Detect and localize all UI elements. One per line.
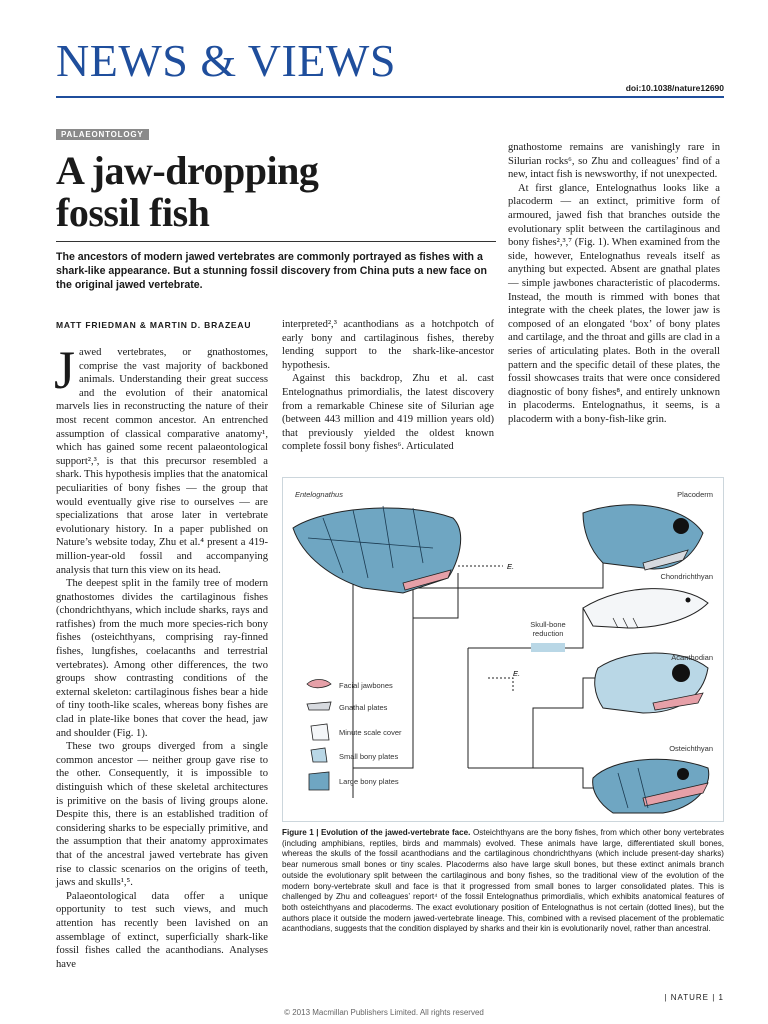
swatch-minute-scale-cover bbox=[311, 724, 329, 740]
paragraph-6: Against this backdrop, Zhu et al. cast Entelognathus primordialis, the latest discovery from a remarkable Chinese site of Silurian age (between 443 million and 419 million years old) that previously yielded the oldest known complete fossil bony fishes⁶. Articulated bbox=[282, 373, 494, 453]
label-acanthodian: Acanthodian bbox=[671, 653, 713, 662]
headline-line-1: A jaw-dropping bbox=[56, 148, 319, 193]
byline: MATT FRIEDMAN & MARTIN D. BRAZEAU bbox=[56, 320, 252, 330]
figure-caption bbox=[282, 828, 724, 935]
caption-lead: Figure 1 | Evolution of the jawed-vertebrate face. bbox=[282, 828, 471, 837]
paragraph-4: Palaeontological data offer a unique opportunity to test such views, and much attention has recently been lavished on an assemblage of extinct, superficially shark-like fossil fishes called the acanthodians. Analyses have bbox=[56, 890, 268, 970]
paragraph-2: The deepest split in the family tree of modern gnathostomes divides the cartilaginous fishes (chondrichthyans, which include sharks, rays and ratfishes) from the much more species-rich bony fishes (osteichthyans, comprising ray-finned fishes, lungfishes, coelacanths and terrestrial vertebrates). Among other differences, the two groups show contrasting conditions of the external skeleton: cartilaginous fishes bear a hide of tiny tooth-like scales, whereas bony fishes are clad in plate-like bones that cover the head, jaw and shoulder (Fig. 1). bbox=[56, 578, 268, 739]
paragraph-8: At first glance, Entelognathus looks like a placoderm — an extinct, primitive form of armoured, jawed fish that branches outside the evolutionary split between the cartilaginous and bony fishes²,³,⁷ (Fig. 1). When examined from the side, however, Entelognathus reveals itself as anything but expected. Absent are gnathal plates — simple jawbones characteristic of placoderms. Instead, the mouth is rimmed with bones that integrate with the cheek plates, the lower jaw is composed of an elongated ‘box’ of bony plates and cartilage, and the throat and gills are clad in a series of articulating plates. Both in the overall pattern and the specific detail of these plates, the fossil showcases traits that were once considered diagnostic of bony fishes⁸, and entirely unknown in placoderms. Entelognathus, it seems, is a placoderm with a bony-fish-like grin. bbox=[508, 182, 720, 425]
swatch-small-bony-plates bbox=[311, 748, 327, 762]
clade-acanthodian bbox=[468, 678, 603, 768]
chondrichthyan-illustration bbox=[583, 589, 708, 628]
paragraph-3: These two groups diverged from a single common ancestor — neither group gave rise to the other. Consequently, it is impossible to distinguish which of these skeletal architectures is primitive on the basis of living groups alone. Despite this, there is an established tradition of considering sharks to be especially primitive, and the assumption that their anatomy approximates that of the ancestral jawed vertebrate has given rise to classic scenarios on the origins of teeth, jaws and skulls¹,⁵. bbox=[56, 741, 268, 889]
copyright: © 2013 Macmillan Publishers Limited. All rights reserved bbox=[284, 1008, 484, 1017]
body-column-2 bbox=[282, 318, 494, 454]
dotted-e-lower bbox=[488, 678, 513, 693]
masthead-rule bbox=[56, 96, 724, 98]
headline bbox=[56, 150, 496, 234]
label-e-upper: E. bbox=[507, 562, 515, 571]
skull-bone-reduction-bar bbox=[531, 643, 565, 652]
masthead: NEWS & VIEWS bbox=[56, 35, 396, 86]
paragraph-5: interpreted²,³ acanthodians as a hotchpotch of early bony and cartilaginous fishes, thereby lending support to the shark-like-ancestor hypothesis. bbox=[282, 319, 494, 371]
legend-small-bony-plates: Small bony plates bbox=[339, 752, 399, 761]
paragraph-7: gnathostome remains are vanishingly rare in Silurian rocks⁶, so Zhu and colleagues’ find of a new, intact fish is newsworthy, if not unexpected. bbox=[508, 142, 720, 181]
label-chondrichthyan: Chondrichthyan bbox=[660, 572, 713, 581]
label-e-lower: E. bbox=[513, 669, 521, 678]
legend-swatches bbox=[307, 680, 331, 791]
entelognathus-illustration bbox=[293, 506, 461, 593]
osteichthyan-illustration bbox=[593, 759, 709, 813]
standfirst-rule bbox=[56, 241, 496, 242]
caption-text: Osteichthyans are the bony fishes, from which other bony vertebrates (including amphibians, reptiles, birds and mammals) evolved. These animals have large, differentiated skull bones, whereas the skulls of the fossil acanthodians and the cartilaginous chondrichthyans (which include present-day sharks) bear numerous small bones or tiny scales. Placoderms also have large skull bones, but these extinct animals branch outside the evolutionary split between the cartilaginous and bony fishes, so the traditional view of the evolution of the modern bony-vertebrate skull and face is that it progressed from small bones to larger consolidated plates. This is challenged by Zhu and colleagues’ report⁴ of the fossil Entelognathus primordialis, which exhibits anatomical features of both osteichthyans and placoderms. The exact evolutionary position of Entelognathus is not certain (dotted lines), but the authors place it outside the modern jawed-vertebrate lineage. This, combined with a revised placement of the problematic acanthodians, suggests that the condition displayed by sharks and their kin is evolutionarily novel, rather than ancestral. bbox=[282, 828, 725, 934]
label-skull-bone-reduction: Skull-bone reduction bbox=[530, 620, 566, 638]
placoderm-illustration bbox=[583, 505, 703, 570]
figure-illustration bbox=[283, 478, 723, 821]
legend-facial-jawbones: Facial jawbones bbox=[339, 681, 393, 690]
paragraph-1 bbox=[54, 340, 268, 577]
legend-large-bony-plates: Large bony plates bbox=[339, 777, 399, 786]
label-osteichthyan: Osteichthyan bbox=[669, 744, 713, 753]
legend-gnathal-plates: Gnathal plates bbox=[339, 703, 388, 712]
page-footer: | NATURE | 1 bbox=[664, 993, 724, 1002]
dropcap: J bbox=[54, 340, 76, 400]
uncertain-positions bbox=[458, 566, 513, 693]
acanthodian-illustration bbox=[595, 653, 708, 713]
body-column-3 bbox=[508, 141, 720, 426]
section-tag: PALAEONTOLOGY bbox=[56, 129, 149, 140]
swatch-gnathal-plates bbox=[307, 702, 331, 710]
doi[interactable]: doi:10.1038/nature12690 bbox=[625, 83, 724, 93]
headline-line-2: fossil fish bbox=[56, 190, 210, 235]
paragraph-1-text: awed vertebrates, or gnathostomes, comprise the vast majority of backboned animals. Understanding their great success and the evolution of their anatomical marvels lies in reconstructing the nature of their most recent common ancestor. An entrenched assumption of classical comparative anatomy¹, which has gained some recent palaeontological support²,³, is that this precursor resembled a shark. This hypothesis implies that the anatomical peculiarities of bony fishes — the group that would eventually give rise to ourselves — are specializations that arose later in vertebrate evolutionary history. In a paper published on Nature’s website today, Zhu et al.⁴ present a 419-million-year-old fossil and accompanying analysis that turn this view on its head. bbox=[56, 347, 268, 576]
legend-minute-scale-cover: Minute scale cover bbox=[339, 728, 402, 737]
label-placoderm: Placoderm bbox=[677, 490, 713, 499]
label-entelognathus: Entelognathus bbox=[295, 490, 343, 499]
standfirst: The ancestors of modern jawed vertebrates are commonly portrayed as fishes with a shark-like appearance. But a stunning fossil discovery from China puts a new face on the original jawed vertebrate. bbox=[56, 251, 487, 291]
swatch-facial-jawbones bbox=[307, 680, 331, 688]
body-column-1 bbox=[54, 340, 268, 971]
swatch-large-bony-plates bbox=[309, 772, 329, 790]
figure-1 bbox=[282, 477, 724, 822]
